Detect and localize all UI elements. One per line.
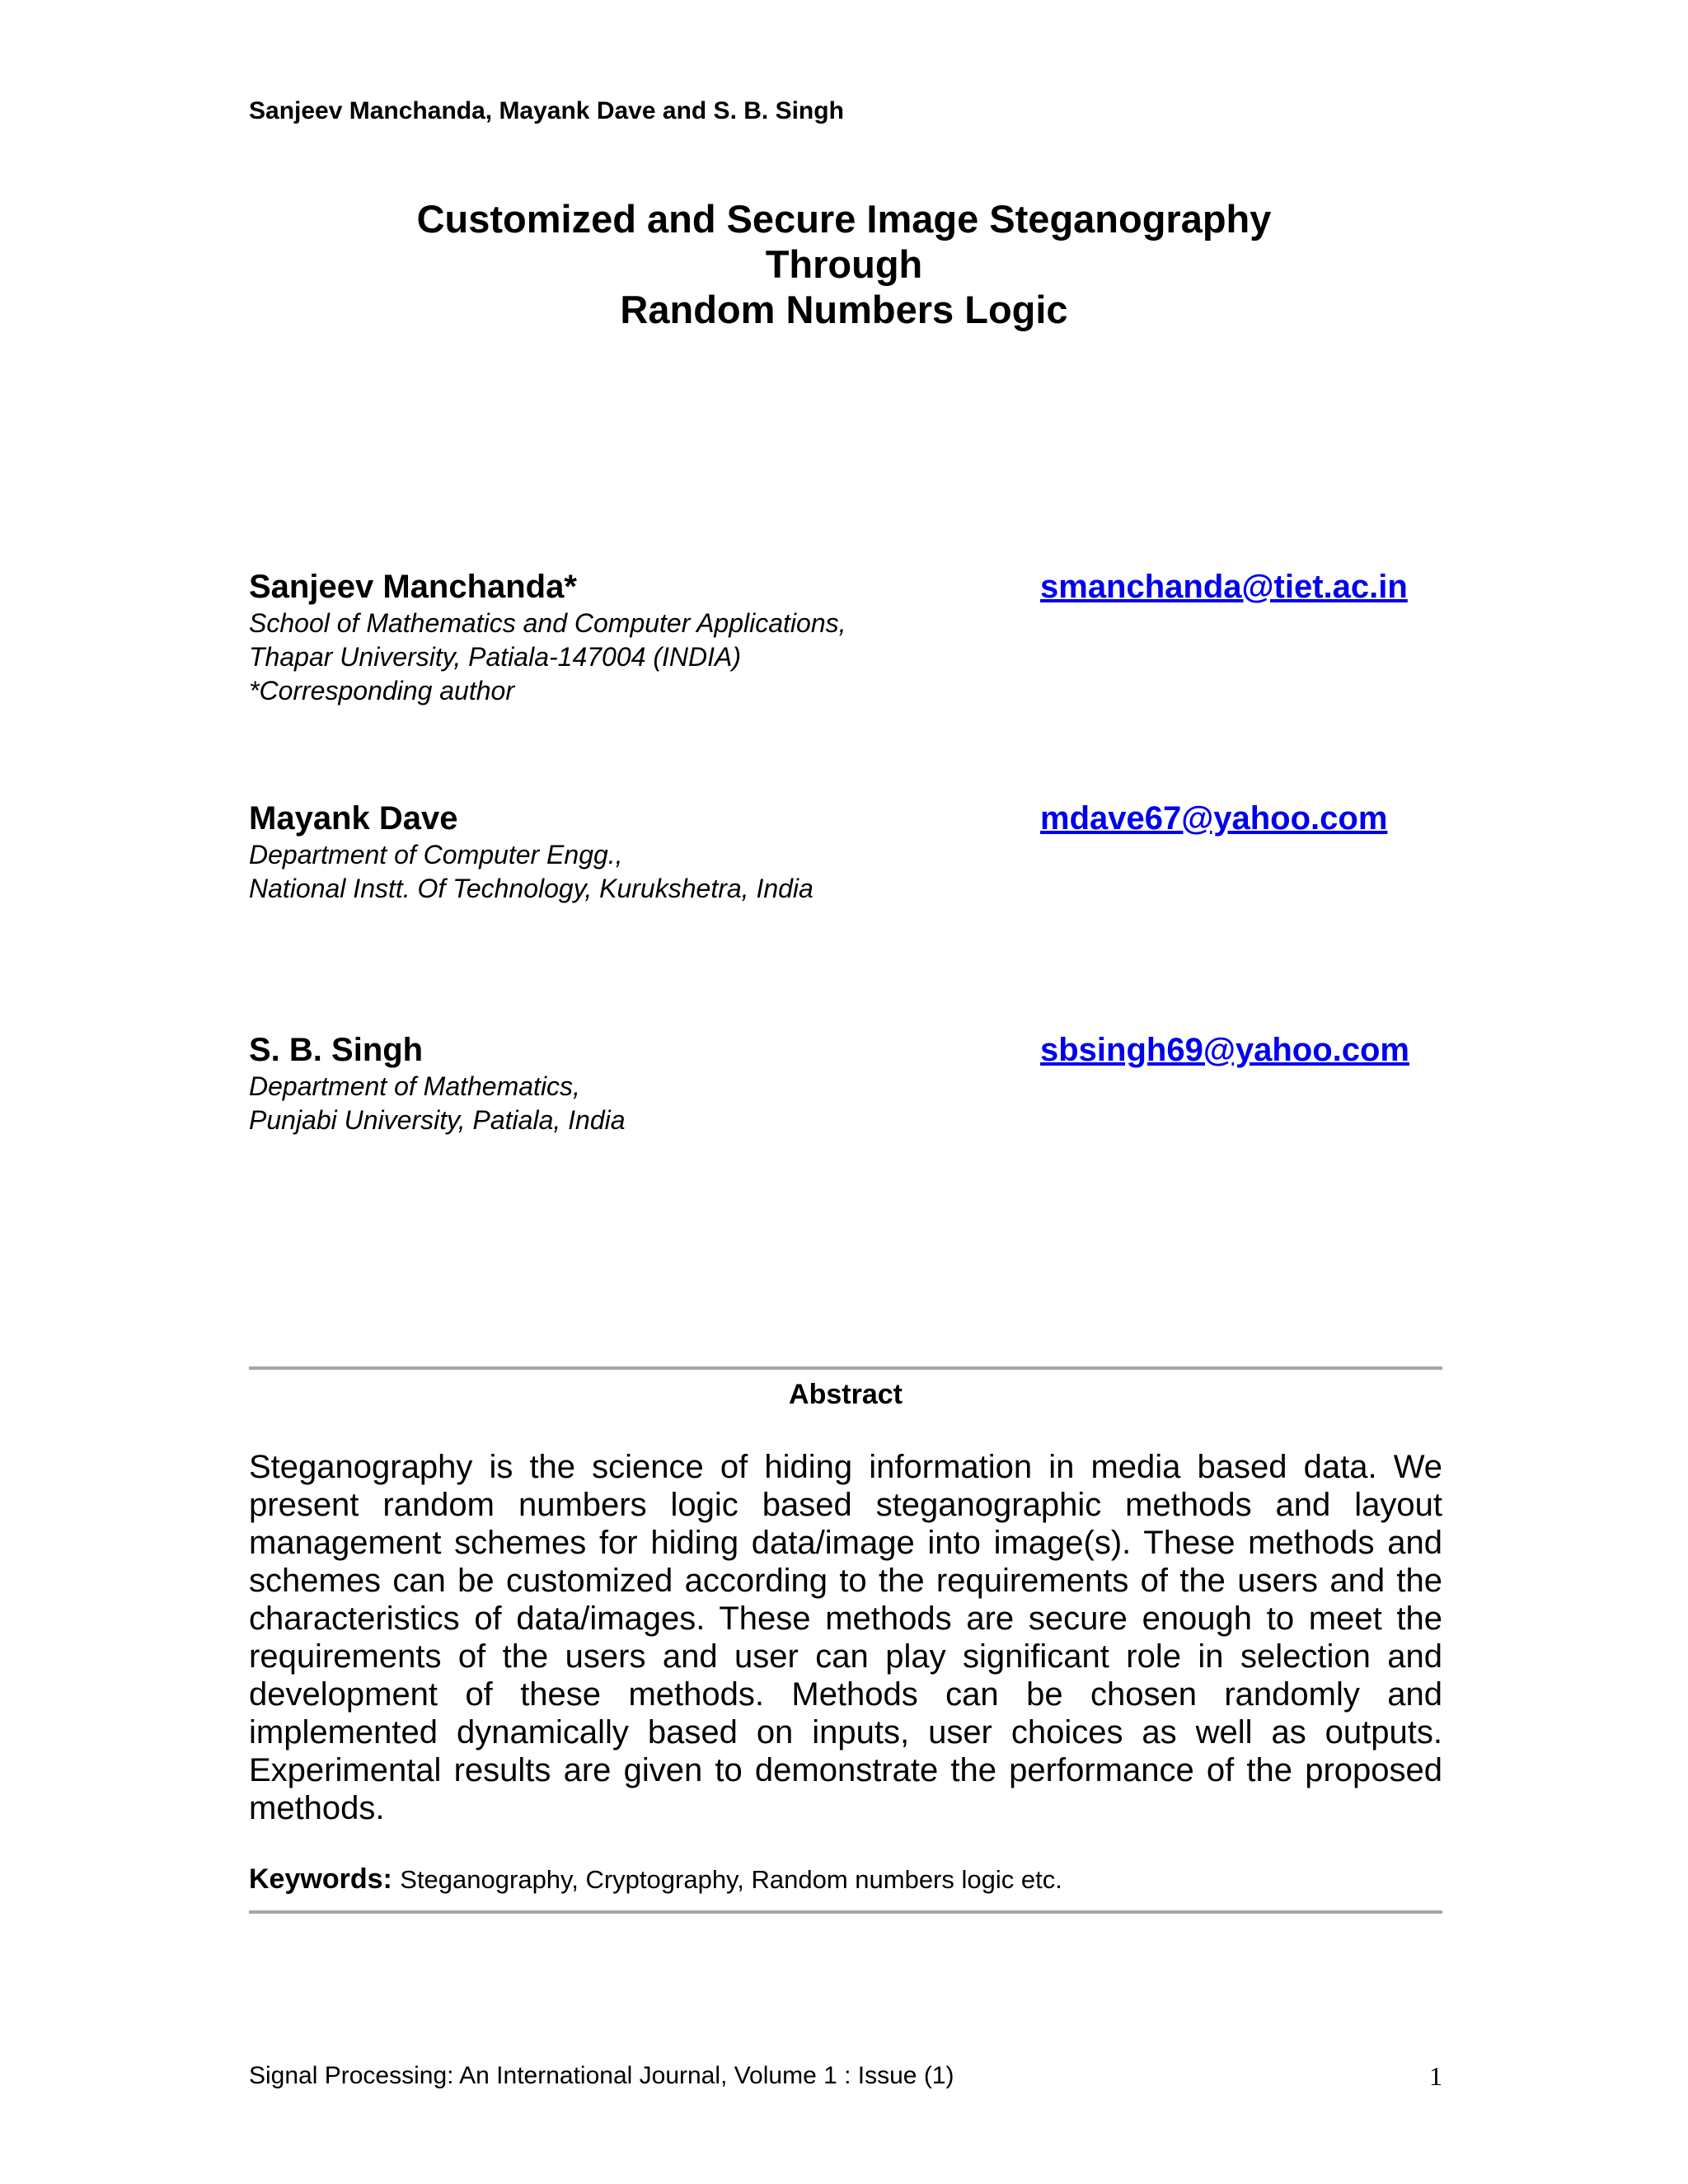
author-email-link[interactable]: sbsingh69@yahoo.com (1040, 1032, 1409, 1068)
author-affiliation-line: *Corresponding author (249, 676, 514, 705)
abstract-body: Steganography is the science of hiding information in media based data. We present random numbers logic based steganographic methods and layout management schemes for hiding data/image into image(s). These methods and schemes can be customized according to the requirements of the users and the characteristics of data/images. These methods are secure enough to meet the requirements of the users and user can play significant role in selection and development of these methods. Methods can be chosen randomly and implemented dynamically based on inputs, user choices as well as outputs. Experimental results are given to demonstrate the performance of the proposed methods. (249, 1449, 1442, 1826)
abstract-bottom-rule (249, 1910, 1442, 1914)
paper-title (0, 196, 1688, 332)
author-block-dave (249, 799, 1444, 906)
footer-journal: Signal Processing: An International Journal, Volume 1 : Issue (1) (249, 2062, 954, 2089)
author-email-link[interactable]: smanchanda@tiet.ac.in (1040, 569, 1408, 605)
author-affiliation-line: Department of Mathematics, (249, 1071, 580, 1101)
page-number: 1 (1429, 2061, 1442, 2091)
author-name: S. B. Singh (249, 1032, 424, 1068)
author-name: Sanjeev Manchanda* (249, 569, 577, 605)
author-affiliation-line: Punjabi University, Patiala, India (249, 1105, 626, 1135)
author-block-manchanda (249, 567, 1444, 708)
abstract-heading: Abstract (789, 1379, 903, 1410)
title-line-1: Customized and Secure Image Steganography (416, 197, 1272, 241)
keywords-text: Steganography, Cryptography, Random numbers logic etc. (400, 1865, 1062, 1894)
author-affiliation-line: Thapar University, Patiala-147004 (INDIA) (249, 642, 741, 672)
author-block-singh (249, 1030, 1444, 1137)
abstract-top-rule (249, 1366, 1442, 1370)
author-affiliation-line: National Instt. Of Technology, Kurukshetra, India (249, 874, 814, 903)
keywords-label: Keywords: (249, 1863, 401, 1895)
title-line-3: Random Numbers Logic (620, 288, 1068, 331)
keywords (249, 1863, 1062, 1896)
author-email-link[interactable]: mdave67@yahoo.com (1040, 800, 1388, 837)
author-affiliation-line: School of Mathematics and Computer Applications, (249, 608, 846, 638)
author-affiliation-line: Department of Computer Engg., (249, 840, 623, 869)
author-name: Mayank Dave (249, 800, 458, 837)
running-head: Sanjeev Manchanda, Mayank Dave and S. B. Singh (249, 97, 844, 124)
title-line-2: Through (765, 242, 923, 286)
